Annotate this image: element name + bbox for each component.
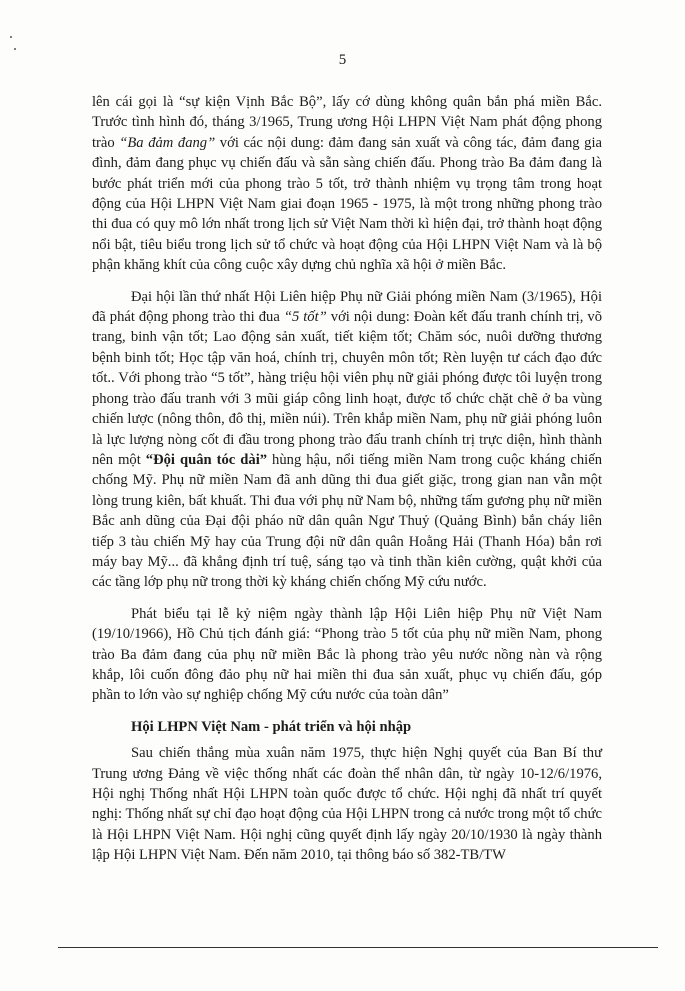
italic-term-ba-dam-dang: “Ba đảm đang” — [119, 134, 216, 151]
document-body — [92, 92, 602, 877]
text-run: với nội dung: Đoàn kết đấu tranh chính trị, võ trang, binh vận tốt; Lao động sản xuất, tiết kiệm tốt; Chăm sóc, nuôi dưỡng thương bệnh binh tốt; Học tập văn hoá, chính trị, chuyên môn tốt; Rèn luyện tư cách đạo đức tốt.. Với phong trào “5 tốt”, hàng triệu hội viên phụ nữ giải phóng được tôi luyện trong phong trào đấu tranh với 3 mũi giáp công linh hoạt, được tổ chức chặt chẽ ở ba vùng chiến lược (nông thôn, đô thị, miền núi). Trên khắp miền Nam, phụ nữ giải phóng luôn là lực lượng nòng cốt đi đầu trong phong trào đấu tranh chính trị trực diện, hình thành nên một — [92, 309, 602, 468]
text-run: Phát biểu tại lễ kỷ niệm ngày thành lập Hội Liên hiệp Phụ nữ Việt Nam (19/10/1966), Hồ Chủ tịch đánh giá: “Phong trào 5 tốt của phụ nữ miền Nam, phong trào Ba đảm đang của phụ nữ miền Bắc là phong trào yêu nước nồng nàn và rộng khắp, lôi cuốn đông đảo phụ nữ hai miền thi đua sản xuất, phục vụ chiến đấu, góp phần to lớn vào sự nghiệp chống Mỹ cứu nước của toàn dân” — [92, 605, 602, 704]
text-run: với các nội dung: đảm đang sản xuất và công tác, đảm đang gia đình, đảm đang phục vụ chiến đấu và sẵn sàng chiến đấu. Phong trào Ba đảm đang là bước phát triển mới của phong trào 5 tốt, trở thành nhiệm vụ trọng tâm trong hoạt động của Hội LHPN Việt Nam giai đoạn 1965 - 1975, là một trong những phong trào thi đua có quy mô lớn nhất trong lịch sử Việt Nam thời kì hiện đại, trở thành hoạt động nổi bật, tiêu biểu trong lịch sử tổ chức và hoạt động của Hội LHPN Việt Nam và là bộ phận khăng khít của công cuộc xây dựng chủ nghĩa xã hội ở miền Bắc. — [92, 134, 602, 274]
paragraph-ba-dam-dang — [92, 92, 602, 276]
paragraph-5-tot — [92, 287, 602, 593]
footer-divider — [58, 947, 658, 948]
scan-speck — [14, 48, 16, 50]
section-heading: Hội LHPN Việt Nam - phát triển và hội nhập — [131, 718, 412, 735]
text-run: hùng hậu, nổi tiếng miền Nam trong cuộc kháng chiến chống Mỹ. Phụ nữ miền Nam đã anh dũng thi đua giết giặc, trong gian nan vẫn một lòng trung kiên, bất khuất. Thi đua với phụ nữ Nam bộ, những tấm gương phụ nữ miền Bắc anh dũng của Đại đội pháo nữ dân quân Ngư Thuỷ (Quảng Bình) bắn cháy liên tiếp 3 tàu chiến Mỹ hay của Trung đội nữ dân quân Hoằng Hải (Thanh Hóa) bắn rơi máy bay Mỹ... đã khẳng định trí tuệ, sáng tạo và tinh thần kiên cường, quật khởi của các tầng lớp phụ nữ trong thời kỳ kháng chiến chống Mỹ cứu nước. — [92, 451, 602, 591]
paragraph-ho-chu-tich-quote — [92, 604, 602, 706]
text-run: lên cái gọi là “sự kiện Vịnh Bắc Bộ”, lấy cớ dùng không quân bắn phá miền Bắc. Trước tình hình đó, tháng 3/1965, Trung ương Hội LHPN Việt Nam phát động phong trào — [92, 94, 602, 151]
text-run: Đại hội lần thứ nhất Hội Liên hiệp Phụ nữ Giải phóng miền Nam (3/1965), Hội đã phát động phong trào thi đua — [92, 288, 602, 326]
italic-term-5-tot: “5 tốt” — [283, 309, 327, 326]
scan-speck — [10, 36, 12, 38]
bold-term-doi-quan-toc-dai: “Đội quân tóc dài” — [145, 451, 268, 468]
paragraph-thong-nhat: Sau chiến thắng mùa xuân năm 1975, thực hiện Nghị quyết của Ban Bí thư Trung ương Đảng về việc thống nhất các đoàn thể nhân dân, từ ngày 10-12/6/1976, Hội nghị Thống nhất Hội LHPN toàn quốc được tổ chức. Hội nghị đã nhất trí quyết nghị: Thống nhất sự chỉ đạo hoạt động của Hội LHPN trong cả nước trong một tổ chức là Hội LHPN Việt Nam. Hội nghị cũng quyết định lấy ngày 20/10/1930 là ngày thành lập Hội LHPN Việt Nam. Đến năm 2010, tại thông báo số 382-TB/TW — [92, 745, 602, 864]
page-number: 5 — [338, 52, 347, 68]
